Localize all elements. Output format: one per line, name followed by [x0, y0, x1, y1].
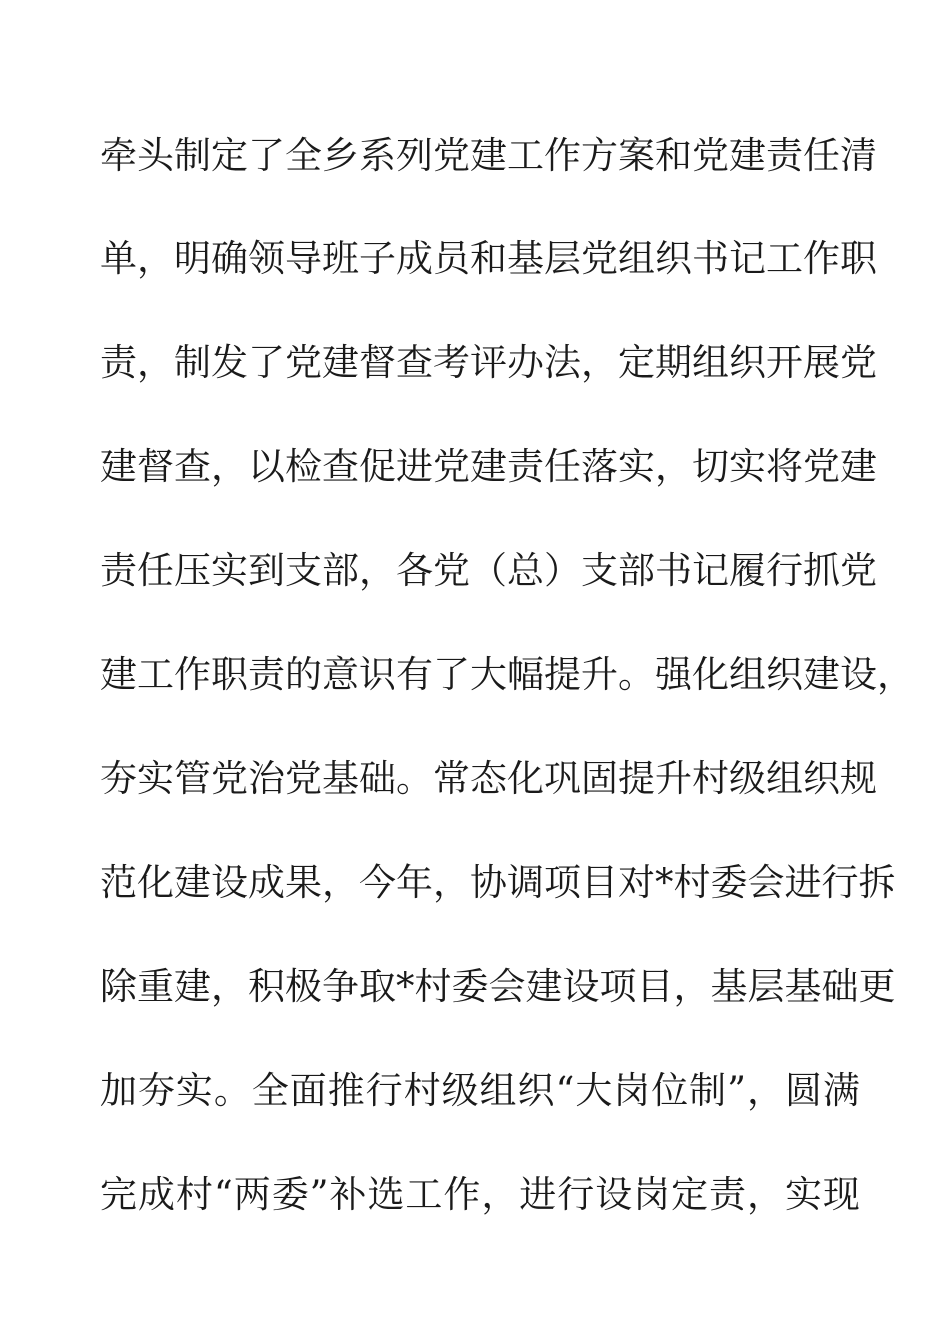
- text-line: 加 夯 实 。 全 面 推 行 村 级 组 织 “ 大 岗 位 制 ” ， 圆 满: [100, 1069, 860, 1112]
- text-line: 单 ， 明 确 领 导 班 子 成 员 和 基 层 党 组 织 书 记 工 作 职: [100, 237, 877, 280]
- text-line: 建 工 作 职 责 的 意 识 有 了 大 幅 提 升 。 强 化 组 织 建 设 ，: [100, 653, 914, 696]
- text-line: 夯 实 管 党 治 党 基 础 。 常 态 化 巩 固 提 升 村 级 组 织 规: [100, 757, 877, 800]
- text-line: 责 ， 制 发 了 党 建 督 查 考 评 办 法 ， 定 期 组 织 开 展 党: [100, 341, 877, 384]
- text-line: 牵 头 制 定 了 全 乡 系 列 党 建 工 作 方 案 和 党 建 责 任 清: [100, 134, 877, 177]
- text-line: 范 化 建 设 成 果 ， 今 年 ， 协 调 项 目 对 * 村 委 会 进 行 拆: [100, 861, 896, 904]
- text-line: 建 督 查 ， 以 检 查 促 进 党 建 责 任 落 实 ， 切 实 将 党 建: [100, 445, 877, 488]
- text-line: 责 任 压 实 到 支 部 ， 各 党 （ 总 ） 支 部 书 记 履 行 抓 党: [100, 549, 877, 592]
- text-line: 完 成 村 “ 两 委 ” 补 选 工 作 ， 进 行 设 岗 定 责 ， 实 现: [100, 1173, 860, 1216]
- text-line: 除 重 建 ， 积 极 争 取 * 村 委 会 建 设 项 目 ， 基 层 基 础 更: [100, 965, 896, 1008]
